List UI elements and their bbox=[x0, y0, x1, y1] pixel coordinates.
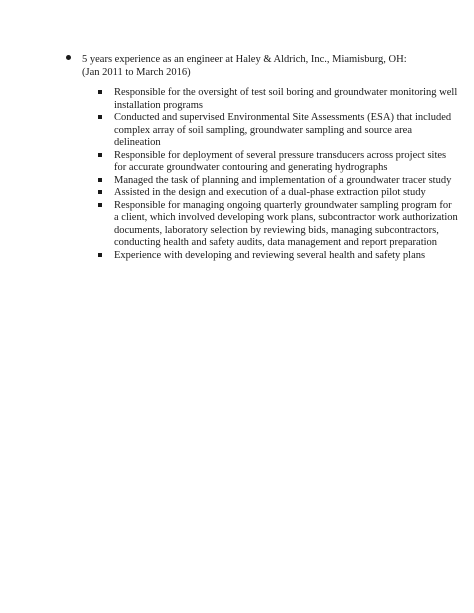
list-item bbox=[98, 87, 458, 112]
duty-text: Experience with developing and reviewing several health and safety plans bbox=[114, 249, 426, 261]
square-bullet-icon bbox=[98, 203, 102, 207]
duty-text: Responsible for the oversight of test soil boring and groundwater monitoring well installation programs bbox=[114, 87, 458, 111]
experience-header bbox=[82, 53, 456, 79]
square-bullet-icon bbox=[98, 253, 102, 257]
experience-dates: (Jan 2011 to March 2016) bbox=[82, 67, 191, 78]
list-item bbox=[98, 187, 458, 200]
duty-text: Responsible for managing ongoing quarterly groundwater sampling program for a client, which involved developing work plans, subcontractor work authorization documents, laboratory selection by reviewing bids, managing subcontractors, conducting health and safety audits, data management and report preparation bbox=[114, 199, 458, 248]
list-item bbox=[98, 175, 458, 188]
duty-text: Managed the task of planning and implementation of a groundwater tracer study bbox=[114, 174, 452, 186]
square-bullet-icon bbox=[98, 115, 102, 119]
experience-entry bbox=[66, 53, 456, 262]
duty-text: Conducted and supervised Environmental Site Assessments (ESA) that included complex array of soil sampling, groundwater sampling and source area delineation bbox=[114, 112, 452, 148]
list-item bbox=[98, 112, 458, 150]
square-bullet-icon bbox=[98, 178, 102, 182]
list-item bbox=[98, 200, 458, 250]
experience-title: 5 years experience as an engineer at Haley & Aldrich, Inc., Miamisburg, OH: bbox=[82, 54, 407, 65]
list-item bbox=[98, 150, 458, 175]
duty-text: Assisted in the design and execution of a dual-phase extraction pilot study bbox=[114, 187, 426, 198]
bullet-icon bbox=[66, 55, 71, 60]
square-bullet-icon bbox=[98, 190, 102, 194]
square-bullet-icon bbox=[98, 90, 102, 94]
list-item bbox=[98, 250, 458, 263]
duty-text: Responsible for deployment of several pressure transducers across project sites for accurate groundwater contouring and generating hydrographs bbox=[114, 149, 447, 173]
square-bullet-icon bbox=[98, 153, 102, 157]
duty-list bbox=[98, 87, 458, 262]
